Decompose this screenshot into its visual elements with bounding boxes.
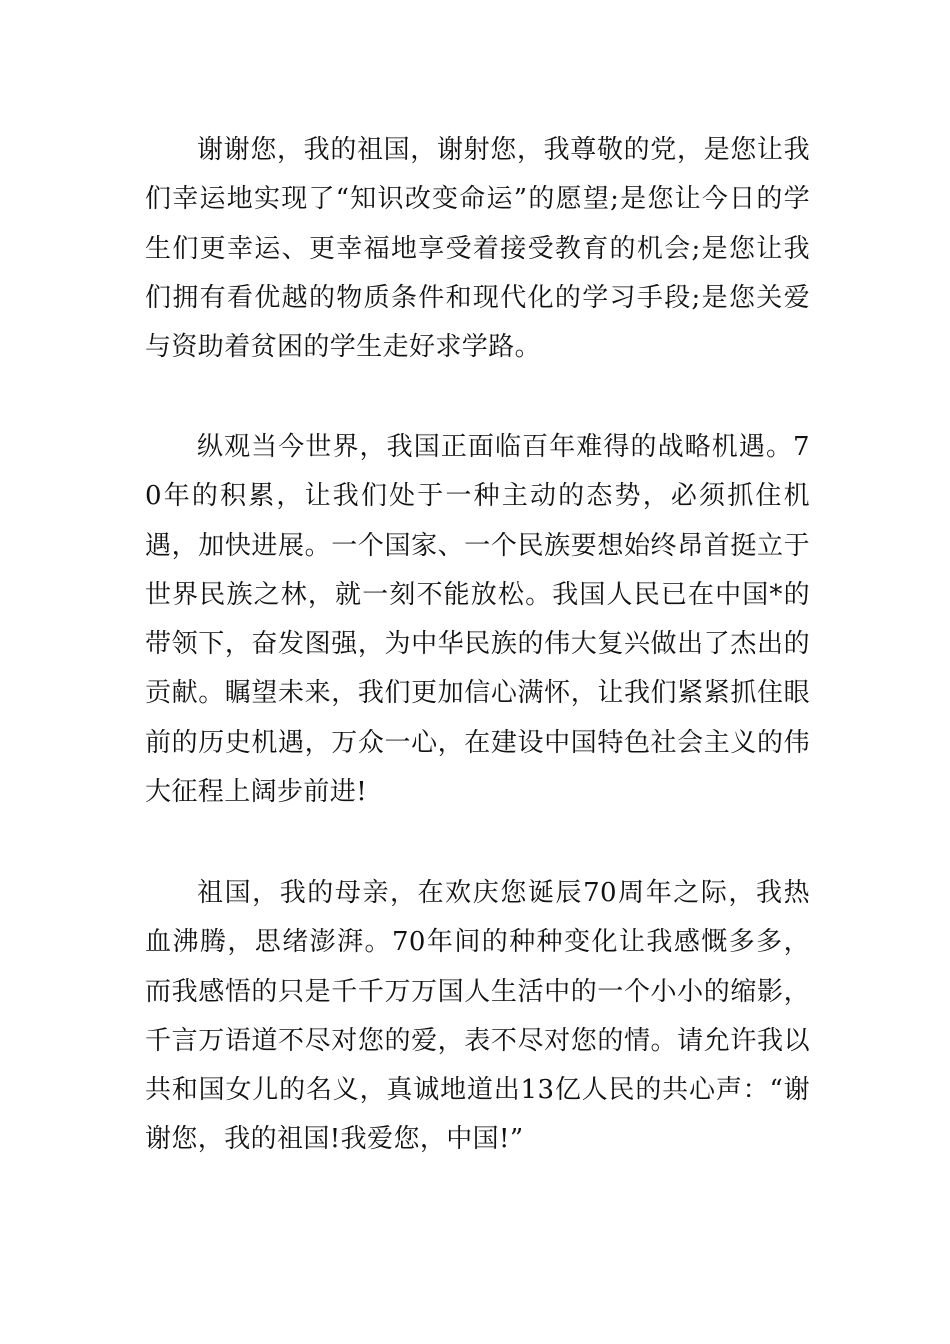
paragraph-1: 谢谢您，我的祖国，谢射您，我尊敬的党，是您让我们幸运地实现了“知识改变命运”的愿望;是您让今日的学生们更幸运、更幸福地享受着接受教育的机会;是您让我们拥有看优越的物质条件和现代化的学习手段;是您关爱与资助着贫困的学生走好求学路。 (145, 135, 810, 363)
paragraph-2: 纵观当今世界，我国正面临百年难得的战略机遇。70年的积累，让我们处于一种主动的态势，必须抓住机遇，加快进展。一个国家、一个民族要想始终昂首挺立于世界民族之林，就一刻不能放松。我国人民已在中国*的带领下，奋发图强，为中华民族的伟大复兴做出了杰出的贡献。瞩望未来，我们更加信心满怀，让我们紧紧抓住眼前的历史机遇，万众一心，在建设中国特色社会主义的伟大征程上阔步前进! (145, 432, 810, 808)
paragraph-3: 祖国，我的母亲，在欢庆您诞辰70周年之际，我热血沸腾，思绪澎湃。70年间的种种变化让我感慨多多，而我感悟的只是千千万万国人生活中的一个小小的缩影，千言万语道不尽对您的爱，表不尽对您的情。请允许我以共和国女儿的名义，真诚地道出13亿人民的共心声：“谢谢您，我的祖国!我爱您，中国!” (145, 878, 810, 1155)
